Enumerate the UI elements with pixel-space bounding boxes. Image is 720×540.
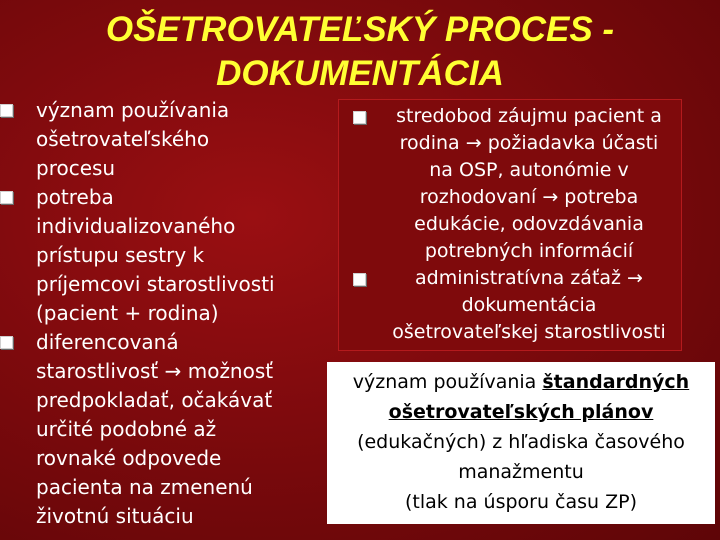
square-bullet-icon	[353, 111, 366, 124]
page-title	[0, 8, 720, 96]
highlight-emphasis: ošetrovateľských plánov	[388, 401, 654, 423]
highlight-emphasis: štandardných	[542, 371, 690, 393]
bullet-text: stredobod záujmu pacient a rodina → požiadavka účasti na OSP, autonómie v rozhodovaní → potreba edukácie, odovzdávania potrebných informácií	[396, 105, 662, 262]
highlight-prefix: význam používania	[352, 371, 543, 393]
list-item	[0, 328, 322, 531]
highlight-line-5: (tlak na úsporu času ZP)	[404, 491, 638, 513]
standard-plans-box	[327, 362, 715, 524]
square-bullet-icon	[0, 336, 13, 349]
list-item	[341, 265, 679, 346]
bullet-text: potreba individualizovaného prístupu sestry k príjemcovi starostlivosti (pacient + rodina)	[36, 185, 275, 325]
highlight-line-3: (edukačných) z hľadiska časového	[357, 431, 685, 453]
title-line-1: OŠETROVATEĽSKÝ PROCES -	[105, 10, 615, 49]
list-item	[341, 103, 679, 265]
bullet-text: diferencovaná starostlivosť → možnosť predpokladať, očakávať určité podobné až rovnaké odpovede pacienta na zmenenú životnú situáciu	[36, 330, 274, 528]
bullet-text: administratívna záťaž → dokumentácia ošetrovateľskej starostlivosti	[392, 267, 666, 343]
highlight-line-4: manažmentu	[458, 461, 584, 483]
square-bullet-icon	[353, 273, 366, 286]
square-bullet-icon	[0, 191, 13, 204]
list-item	[0, 96, 322, 183]
square-bullet-icon	[0, 104, 13, 117]
left-bullet-list	[0, 96, 322, 531]
bullet-text: význam používania ošetrovateľského procesu	[36, 98, 230, 180]
highlight-line-1	[327, 367, 715, 397]
list-item	[0, 183, 322, 328]
title-line-2: DOKUMENTÁCIA	[216, 54, 504, 93]
right-bullet-box	[338, 99, 682, 351]
highlight-line-2	[327, 397, 715, 427]
